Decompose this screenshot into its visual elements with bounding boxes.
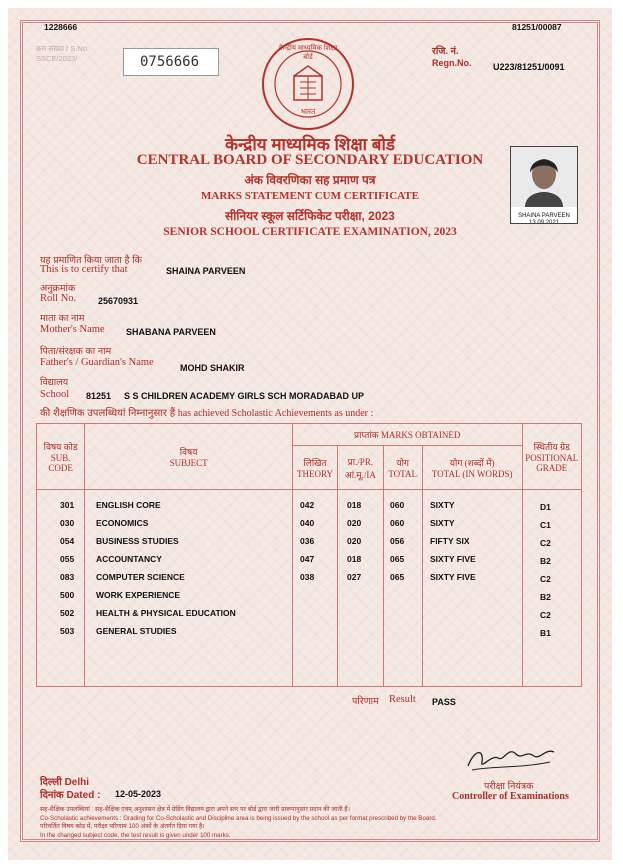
- certify-en: This is to certify that: [40, 264, 128, 275]
- footnote-en-1: Co-Scholastic achievements : Grading for Co-Scholastic and Discipline area is being issued by the school as per format prescribed by the Board.: [40, 814, 437, 822]
- row-theory: 036: [300, 536, 315, 546]
- row-practical: 018: [347, 500, 362, 510]
- photo-caption-name: SHAINA PARVEEN: [518, 213, 570, 219]
- result-hi: परिणाम: [352, 696, 379, 707]
- place-line: [40, 774, 89, 788]
- row-code: 030: [60, 518, 75, 528]
- serial-label: [36, 44, 89, 64]
- exam-en: SENIOR SCHOOL CERTIFICATE EXAMINATION, 2023: [163, 226, 457, 238]
- row-practical: 018: [347, 554, 362, 564]
- header-pr-line1: प्रा./PR.: [347, 456, 374, 467]
- row-code: 301: [60, 500, 75, 510]
- achieve-line: [40, 405, 373, 419]
- row-theory: 042: [300, 500, 315, 510]
- row-code: 083: [60, 572, 75, 582]
- place-en: Delhi: [64, 777, 90, 788]
- father-name: MOHD SHAKIR: [180, 363, 245, 373]
- header-subcode-hi: विषय कोड: [43, 442, 78, 452]
- row-total: 065: [390, 572, 405, 582]
- roll-hi: अनुक्रमांक: [40, 283, 76, 294]
- row-total: 065: [390, 554, 405, 564]
- certify-hi: यह प्रमाणित किया जाता है कि: [40, 255, 142, 266]
- result-en: Result: [389, 694, 416, 705]
- seal-text: केन्द्रीय माध्यमिक शिक्षा बोर्ड: [278, 45, 338, 61]
- controller-signature: [462, 740, 562, 774]
- row-subject: ACCOUNTANCY: [96, 554, 162, 564]
- row-practical: 020: [347, 536, 362, 546]
- student-name: SHAINA PARVEEN: [166, 266, 246, 276]
- row-theory: 038: [300, 572, 315, 582]
- header-total: [383, 446, 422, 490]
- achieve-hi: की शैक्षणिक उपलब्धियां निम्नानुसार हैं: [40, 408, 176, 419]
- row-code: 502: [60, 608, 75, 618]
- row-code: 503: [60, 626, 75, 636]
- row-practical: 020: [347, 518, 362, 528]
- doc-title-hi: अंक विवरणिका सह प्रमाण पत्र: [244, 173, 376, 187]
- row-total: 060: [390, 518, 405, 528]
- row-total: 056: [390, 536, 405, 546]
- mother-name: SHABANA PARVEEN: [126, 327, 216, 337]
- row-theory: 047: [300, 554, 315, 564]
- header-total-hi: योग: [396, 458, 409, 468]
- header-grade-hi: स्थितीय ग्रेड: [533, 442, 570, 452]
- header-subject: [85, 424, 293, 490]
- father-hi: पिता/संरक्षक का नाम: [40, 346, 112, 357]
- regn-label-hi: रजि. नं.: [432, 46, 459, 57]
- header-subcode: [37, 424, 85, 490]
- header-total-en: TOTAL: [388, 469, 417, 479]
- header-words-en: TOTAL (IN WORDS): [431, 469, 513, 479]
- header-theory-en: THEORY: [297, 469, 334, 479]
- row-subject: ENGLISH CORE: [96, 500, 161, 510]
- result-value: PASS: [432, 697, 456, 707]
- top-left-number: 1228666: [44, 22, 78, 32]
- row-grade: B2: [540, 556, 551, 566]
- controller-hi: परीक्षा नियंत्रक: [484, 781, 534, 792]
- row-subject: HEALTH & PHYSICAL EDUCATION: [96, 608, 236, 618]
- row-grade: C2: [540, 610, 551, 620]
- row-grade: C2: [540, 574, 551, 584]
- row-theory: 040: [300, 518, 315, 528]
- header-grade: [522, 424, 581, 490]
- header-subcode-en1: SUB.: [50, 453, 71, 463]
- serial-label-text: क्रम संख्या / S.No.: [36, 44, 90, 53]
- row-total: 060: [390, 500, 405, 510]
- footnote-hi-2: परिवर्तित विषय कोड में, परीक्षा परिणाम 100 अंकों के अंतर्गत दिया गया है।: [40, 823, 205, 830]
- seal-bottom-text: भारत: [300, 107, 316, 116]
- school-hi: विद्यालय: [40, 377, 69, 388]
- row-practical: 027: [347, 572, 362, 582]
- header-marks-en: MARKS OBTAINED: [380, 430, 461, 440]
- header-grade-en2: GRADE: [536, 463, 568, 473]
- row-total-words: SIXTY: [430, 518, 455, 528]
- board-name-en: CENTRAL BOARD OF SECONDARY EDUCATION: [136, 152, 484, 168]
- header-grade-en1: POSITIONAL: [525, 453, 579, 463]
- row-grade: B2: [540, 592, 551, 602]
- row-total-words: FIFTY SIX: [430, 536, 470, 546]
- header-theory-hi: लिखित: [303, 458, 327, 468]
- footnote-hi-1: सह-शैक्षिक उपलब्धियां : सह-शैक्षिक एवम् अनुशासन क्षेत्र में ग्रेडिंग विद्यालय द्वारा अपने स्तर पर बोर्ड द्वारा जारी प्रारूपानुसार प्रदान की जाती हैं।: [40, 806, 350, 813]
- doc-title-en: MARKS STATEMENT CUM CERTIFICATE: [201, 190, 419, 202]
- student-portrait-icon: [511, 147, 577, 207]
- controller-en: Controller of Examinations: [452, 791, 569, 802]
- mother-hi: माता का नाम: [40, 313, 85, 324]
- header-pr-line2: आं.मू./IA: [344, 469, 376, 480]
- achieve-en: has achieved Scholastic Achievements as under :: [177, 408, 374, 419]
- row-grade: B1: [540, 628, 551, 638]
- exam-hi: सीनियर स्कूल सर्टिफिकेट परीक्षा, 2023: [225, 209, 395, 223]
- mother-en: Mother's Name: [40, 324, 105, 335]
- dated-line: [40, 787, 100, 801]
- row-code: 055: [60, 554, 75, 564]
- footnote-en-2: In the changed subject code, the test result is given under 100 marks.: [40, 831, 231, 839]
- school-en: School: [40, 389, 70, 400]
- school-name: S S CHILDREN ACADEMY GIRLS SCH MORADABAD UP: [124, 391, 365, 401]
- row-grade: C2: [540, 538, 551, 548]
- row-subject: ECONOMICS: [96, 518, 149, 528]
- place-hi: दिल्ली: [40, 777, 62, 788]
- serial-prefix: SSCE/2023/: [36, 54, 78, 63]
- row-subject: GENERAL STUDIES: [96, 626, 177, 636]
- header-practical: [338, 446, 383, 490]
- school-code: 81251: [86, 391, 112, 401]
- student-photo: [510, 146, 578, 224]
- footnotes: [40, 806, 586, 840]
- row-subject: BUSINESS STUDIES: [96, 536, 179, 546]
- header-marks: [292, 424, 522, 446]
- issue-date: 12-05-2023: [115, 789, 162, 799]
- row-grade: C1: [540, 520, 551, 530]
- header-words-hi: योग (शब्दों में): [449, 458, 495, 468]
- row-total-words: SIXTY FIVE: [430, 554, 476, 564]
- row-code: 500: [60, 590, 75, 600]
- header-theory: [292, 446, 337, 490]
- roll-number: 25670931: [98, 296, 139, 306]
- header-marks-hi: प्राप्तांक: [353, 430, 379, 440]
- row-total-words: SIXTY: [430, 500, 455, 510]
- top-right-number: 81251/00087: [512, 22, 562, 32]
- col-grade: [522, 490, 581, 687]
- row-subject: COMPUTER SCIENCE: [96, 572, 185, 582]
- regn-number: U223/81251/0091: [493, 62, 565, 72]
- header-words: [422, 446, 522, 490]
- board-name-hi: केन्द्रीय माध्यमिक शिक्षा बोर्ड: [225, 135, 395, 154]
- roll-en: Roll No.: [40, 293, 77, 304]
- row-total-words: SIXTY FIVE: [430, 572, 476, 582]
- header-subcode-en2: CODE: [48, 463, 73, 473]
- row-code: 054: [60, 536, 75, 546]
- photo-caption-date: 13.09.2021: [528, 220, 560, 224]
- dated-hi: दिनांक: [40, 790, 64, 801]
- father-en: Father's / Guardian's Name: [40, 357, 154, 368]
- regn-label-en: Regn.No.: [432, 58, 472, 68]
- serial-number: 0756666: [140, 54, 200, 70]
- header-subject-hi: विषय: [179, 447, 198, 457]
- row-grade: D1: [540, 502, 551, 512]
- dated-en: Dated :: [66, 790, 101, 801]
- row-subject: WORK EXPERIENCE: [96, 590, 181, 600]
- header-subject-en: SUBJECT: [169, 458, 208, 468]
